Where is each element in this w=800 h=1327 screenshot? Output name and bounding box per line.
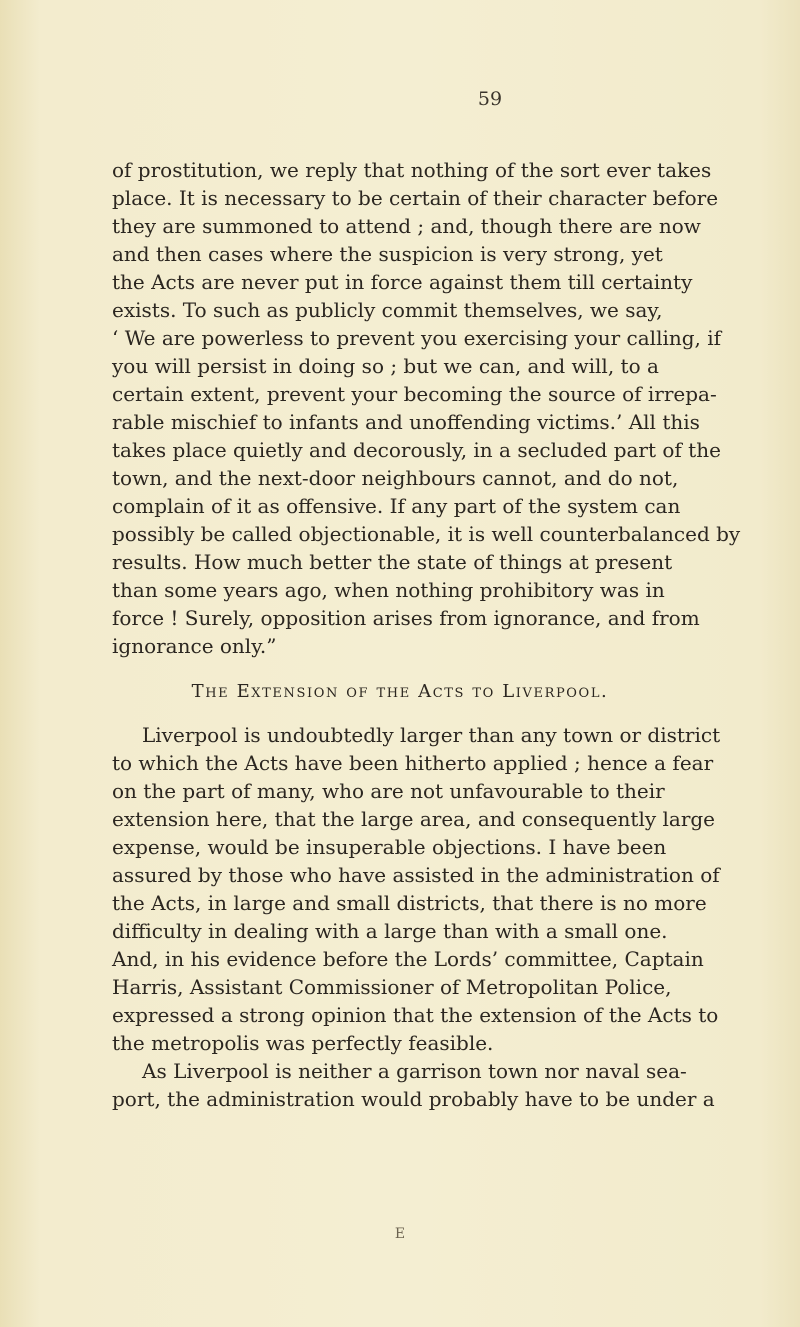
text-line: As Liverpool is neither a garrison town nor naval sea- xyxy=(142,1059,687,1083)
text-line: the Acts are never put in force against them till certainty xyxy=(112,270,693,294)
text-line: of prostitution, we reply that nothing of the sort ever takes xyxy=(112,158,712,182)
text-line: ‘ We are powerless to prevent you exercising your calling, if xyxy=(112,326,722,350)
text-line: place. It is necessary to be certain of their character before xyxy=(112,186,719,210)
text-line: possibly be called objectionable, it is well counterbalanced by xyxy=(112,522,741,546)
text-line: you will persist in doing so ; but we can, and will, to a xyxy=(112,354,659,378)
text-line: takes place quietly and decorously, in a secluded part of the xyxy=(112,438,721,462)
signature-mark: E xyxy=(394,1226,406,1242)
text-line: difficulty in dealing with a large than with a small one. xyxy=(112,919,668,943)
text-line: than some years ago, when nothing prohibitory was in xyxy=(112,578,665,602)
text-line: expense, would be insuperable objections. I have been xyxy=(112,835,667,859)
text-line: assured by those who have assisted in the administration of xyxy=(112,863,720,887)
text-line: Liverpool is undoubtedly larger than any town or district xyxy=(142,723,721,747)
text-line: they are summoned to attend ; and, though there are now xyxy=(112,214,701,238)
text-line: on the part of many, who are not unfavourable to their xyxy=(112,779,665,803)
text-line: results. How much better the state of things at present xyxy=(112,550,673,574)
page-number: 59 xyxy=(477,88,503,110)
text-line: expressed a strong opinion that the extension of the Acts to xyxy=(112,1003,719,1027)
text-line: certain extent, prevent your becoming the source of irrepa- xyxy=(112,382,717,406)
text-line: port, the administration would probably have to be under a xyxy=(112,1087,715,1111)
section-heading: The Extension of the Acts to Liverpool. xyxy=(191,681,609,702)
text-line: to which the Acts have been hitherto applied ; hence a fear xyxy=(112,751,714,775)
text-line: ignorance only.” xyxy=(112,634,277,658)
text-line: the Acts, in large and small districts, that there is no more xyxy=(112,891,707,915)
text-line: rable mischief to infants and unoffending victims.’ All this xyxy=(112,410,700,434)
text-line: complain of it as offensive. If any part of the system can xyxy=(112,494,681,518)
text-line: the metropolis was perfectly feasible. xyxy=(112,1031,494,1055)
text-line: Harris, Assistant Commissioner of Metropolitan Police, xyxy=(112,975,672,999)
text-line: extension here, that the large area, and consequently large xyxy=(112,807,716,831)
text-line: town, and the next-door neighbours cannot, and do not, xyxy=(112,466,679,490)
text-line: exists. To such as publicly commit themselves, we say, xyxy=(112,298,663,322)
text-line: And, in his evidence before the Lords’ committee, Captain xyxy=(112,947,704,971)
text-line: force ! Surely, opposition arises from ignorance, and from xyxy=(112,606,700,630)
text-line: and then cases where the suspicion is very strong, yet xyxy=(112,242,663,266)
